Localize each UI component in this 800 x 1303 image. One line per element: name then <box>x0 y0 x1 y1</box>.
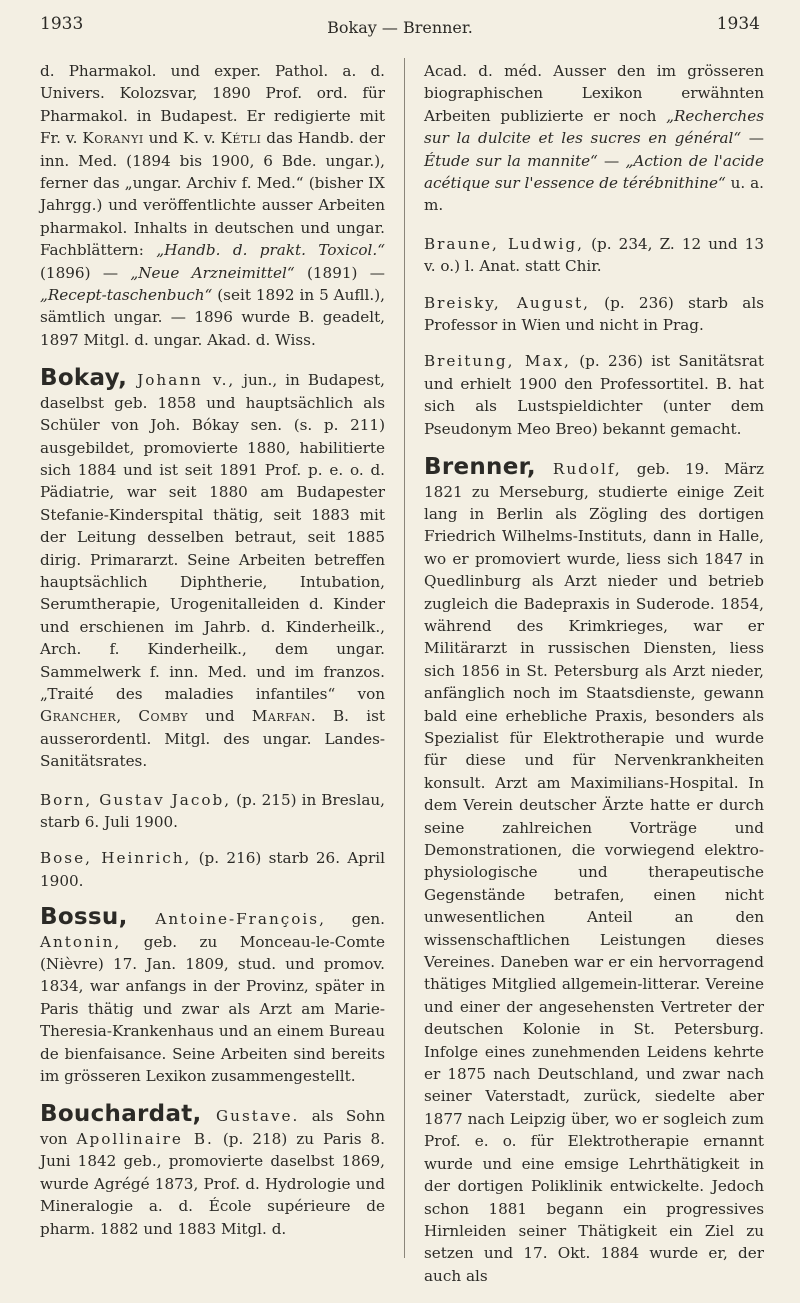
entry-text: (p. 215) in Breslau, starb 6. Juli 1900. <box>40 790 385 831</box>
entry-text: . B. ist ausserordentl. Mitgl. des ungar. Landes-Sanitätsrates. <box>40 707 385 771</box>
entry-text: geb. zu Monceau-le-Comte (Nièvre) 17. Jan. 1809, stud. und promov. 1834, war anfangs in der Provinz, später in Paris thätig und zwar als Arzt am Marie-Theresia-Krankenhaus und an einem Bureau de bienfaisance. Seine Arbeiten sind bereits im grösseren Lexikon zusammengestellt. <box>40 932 385 1086</box>
entry-text: (p. 218) zu Paris 8. Juni 1842 geb., promovierte daselbst 1869, wurde Agrégé 1873, Prof. d. Hydrologie und Mineralogie a. d. École supérieure de pharm. 1882 und 1883 Mitgl. d. <box>40 1129 385 1238</box>
person-name: Marfan <box>251 707 311 726</box>
work-title: „Handb. d. prakt. Toxicol.“ <box>156 241 385 260</box>
entry-text: das Handb. der inn. Med. (1894 bis 1900, 6 Bde. ungar.), ferner das „ungar. Archiv f. Med.“ (bisher IX Jahrgg.) und veröffentlichte ausser Arbeiten pharmakol. Inhalts in deutschen und ungar. Fachblättern: <box>40 129 386 260</box>
entry-text: als Sohn von <box>40 1107 385 1148</box>
entry-headword: Brenner, <box>424 454 536 481</box>
column-divider <box>404 58 405 1258</box>
entry-born <box>40 789 385 834</box>
entry-bouchardat <box>40 1103 385 1239</box>
entry-breisky <box>424 292 764 337</box>
entry-headword: Bossu, <box>40 904 128 931</box>
entry-name: Rudolf, <box>535 460 622 479</box>
entry-name: Bose, Heinrich, <box>40 849 192 868</box>
entry-continuation <box>40 60 385 351</box>
work-title: Étude sur la mannite“ <box>424 151 598 170</box>
entry-text: — <box>741 129 764 148</box>
entry-name: Antoine-François, <box>127 910 326 929</box>
entry-name: Breitung, Max, <box>424 352 571 371</box>
entry-bose <box>40 847 385 892</box>
entry-text: (seit 1892 in 5 Aufll.), sämtlich ungar. — 1896 wurde B. geadelt, 1897 Mitgl. d. ungar. Akad. d. Wiss. <box>40 286 385 349</box>
person-name: Grancher <box>40 707 117 726</box>
running-title: Bokay — Brenner. <box>327 18 473 37</box>
entry-text: , <box>116 707 139 726</box>
work-title: „Recherches sur la dulcite et les sucres en général“ <box>424 106 764 148</box>
entry-name: Breisky, August, <box>424 293 590 312</box>
entry-name: Braune, Ludwig, <box>424 234 584 253</box>
entry-text: und <box>187 707 252 726</box>
work-title: „Neue Arzneimittel“ <box>130 263 295 282</box>
entry-text: d. Pharmakol. und exper. Pathol. a. d. Univers. Kolozsvar, 1890 Prof. ord. für Pharmakol. in Budapest. Er redigierte mit Fr. v. <box>40 62 385 148</box>
entry-text: (p. 236) starb als Professor in Wien und nicht in Prag. <box>424 293 764 335</box>
entry-text: — <box>597 151 626 170</box>
entry-text: und K. v. <box>143 129 221 148</box>
entry-bossu <box>40 906 385 1087</box>
entry-text: gen. <box>325 910 385 929</box>
entry-text: (1891) — <box>294 263 385 282</box>
entry-text: u. a. m. <box>424 174 764 215</box>
entry-continuation <box>424 60 764 217</box>
person-name: Comby <box>138 707 188 726</box>
entry-text: (p. 236) ist Sanitätsrat und erhielt 1900 den Professortitel. B. hat sich als Lustspieldichter (unter dem Pseudonym Meo Breo) bekannt gemacht. <box>424 352 764 438</box>
entry-headword: Bokay, <box>40 365 128 392</box>
entry-text: geb. 19. März 1821 zu Merseburg, studierte einige Zeit lang in Berlin als Zögling des dortigen Friedrich Wilhelms-Instituts, dann in Halle, wo er promoviert wurde, liess sich 1847 in Quedlinburg als Arzt nieder und betrieb zugleich die Badepraxis in Suderode. 1854, während des Krimkrieges, war er Militärarzt in russischen Diensten, liess sich 1856 in St. Petersburg als Arzt nieder, anfänglich noch im Staatsdienste, gewann bald eine erhebliche Praxis, besonders als Spezialist für Elektrotherapie und wurde für diese und für Nervenkrankheiten konsult. Arzt am Maximilians-Hospital. In dem Verein deutscher Ärzte hatte er durch seine zahlreichen Vorträge und Demonstrationen, die vorwiegend elektro-physiologische und therapeutische Gegenstände betrafen, einen nicht unwesentlichen Anteil an den wissenschaftlichen Leistungen dieses Vereines. Daneben war er ein hervorragend thätiges Mitglied allgemein-litterar. Vereine und einer der angesehensten Vertreter der deutschen Kolonie in St. Petersburg. Infolge eines zunehmenden Leidens kehrte er 1875 nach Deutschland, und zwar nach seiner Vaterstadt, zurück, siedelte aber 1877 nach Leipzig über, wo er sogleich zum Prof. e. o. für Elektrotherapie ernannt wurde und eine emsige Lehrthätigkeit in der dortigen Poliklinik entwickelte. Jedoch schon 1881 begann ein progressives Hirnleiden seiner Thätigkeit ein Ziel zu setzen und 17. Okt. 1884 wurde er, der auch als <box>424 460 764 1285</box>
entry-braune <box>424 233 764 278</box>
entry-text: (p. 234, Z. 12 und 13 v. o.) l. Anat. statt Chir. <box>424 234 764 276</box>
person-name: Kétli <box>220 129 262 148</box>
page-number-right: 1934 <box>716 14 760 34</box>
entry-breitung <box>424 350 764 440</box>
entry-bokay <box>40 367 385 772</box>
right-column <box>424 60 764 1303</box>
work-title: „Action de l'acide acétique sur l'essence de térébnithine“ <box>424 151 764 193</box>
entry-brenner <box>424 456 764 1287</box>
entry-name: Born, Gustav Jacob, <box>40 790 232 809</box>
entry-headword: Bouchardat, <box>40 1101 202 1128</box>
running-header <box>40 14 760 42</box>
entry-name: Johann v., <box>127 371 236 390</box>
entry-name: Gustave. <box>201 1107 300 1126</box>
left-column <box>40 60 385 1256</box>
work-title: „Recept-taschenbuch“ <box>40 286 213 305</box>
entry-name: Antonin, <box>40 932 122 951</box>
entry-text: (p. 216) starb 26. April 1900. <box>40 849 385 890</box>
person-name: Koranyi <box>82 129 144 148</box>
page-number-left: 1933 <box>40 14 84 34</box>
entry-text: jun., in Budapest, daselbst geb. 1858 und hauptsächlich als Schüler von Joh. Bókay sen. (s. p. 211) ausgebildet, promovierte 1880, habilitierte sich 1884 und ist seit 1891 Prof. p. e. o. d. Pädiatrie, war seit 1880 am Budapester Stefanie-Kinderspital thätig, seit 1883 mit der Leitung desselben betraut, seit 1885 dirig. Primararzt. Seine Arbeiten betreffen hauptsächlich Diphtherie, Intubation, Serumtherapie, Urogenitalleiden d. Kinder und erschienen im Jahrb. d. Kinderheilk., Arch. f. Kinderheilk., dem ungar. Sammelwerk f. inn. Med. und im franzos. „Traité des maladies infantiles“ von <box>40 371 386 703</box>
entry-text: Acad. d. méd. Ausser den im grösseren biographischen Lexikon erwähnten Arbeiten publizierte er noch <box>424 62 764 125</box>
entry-text: (1896) — <box>40 263 131 282</box>
entry-name: Apollinaire B. <box>76 1129 214 1148</box>
